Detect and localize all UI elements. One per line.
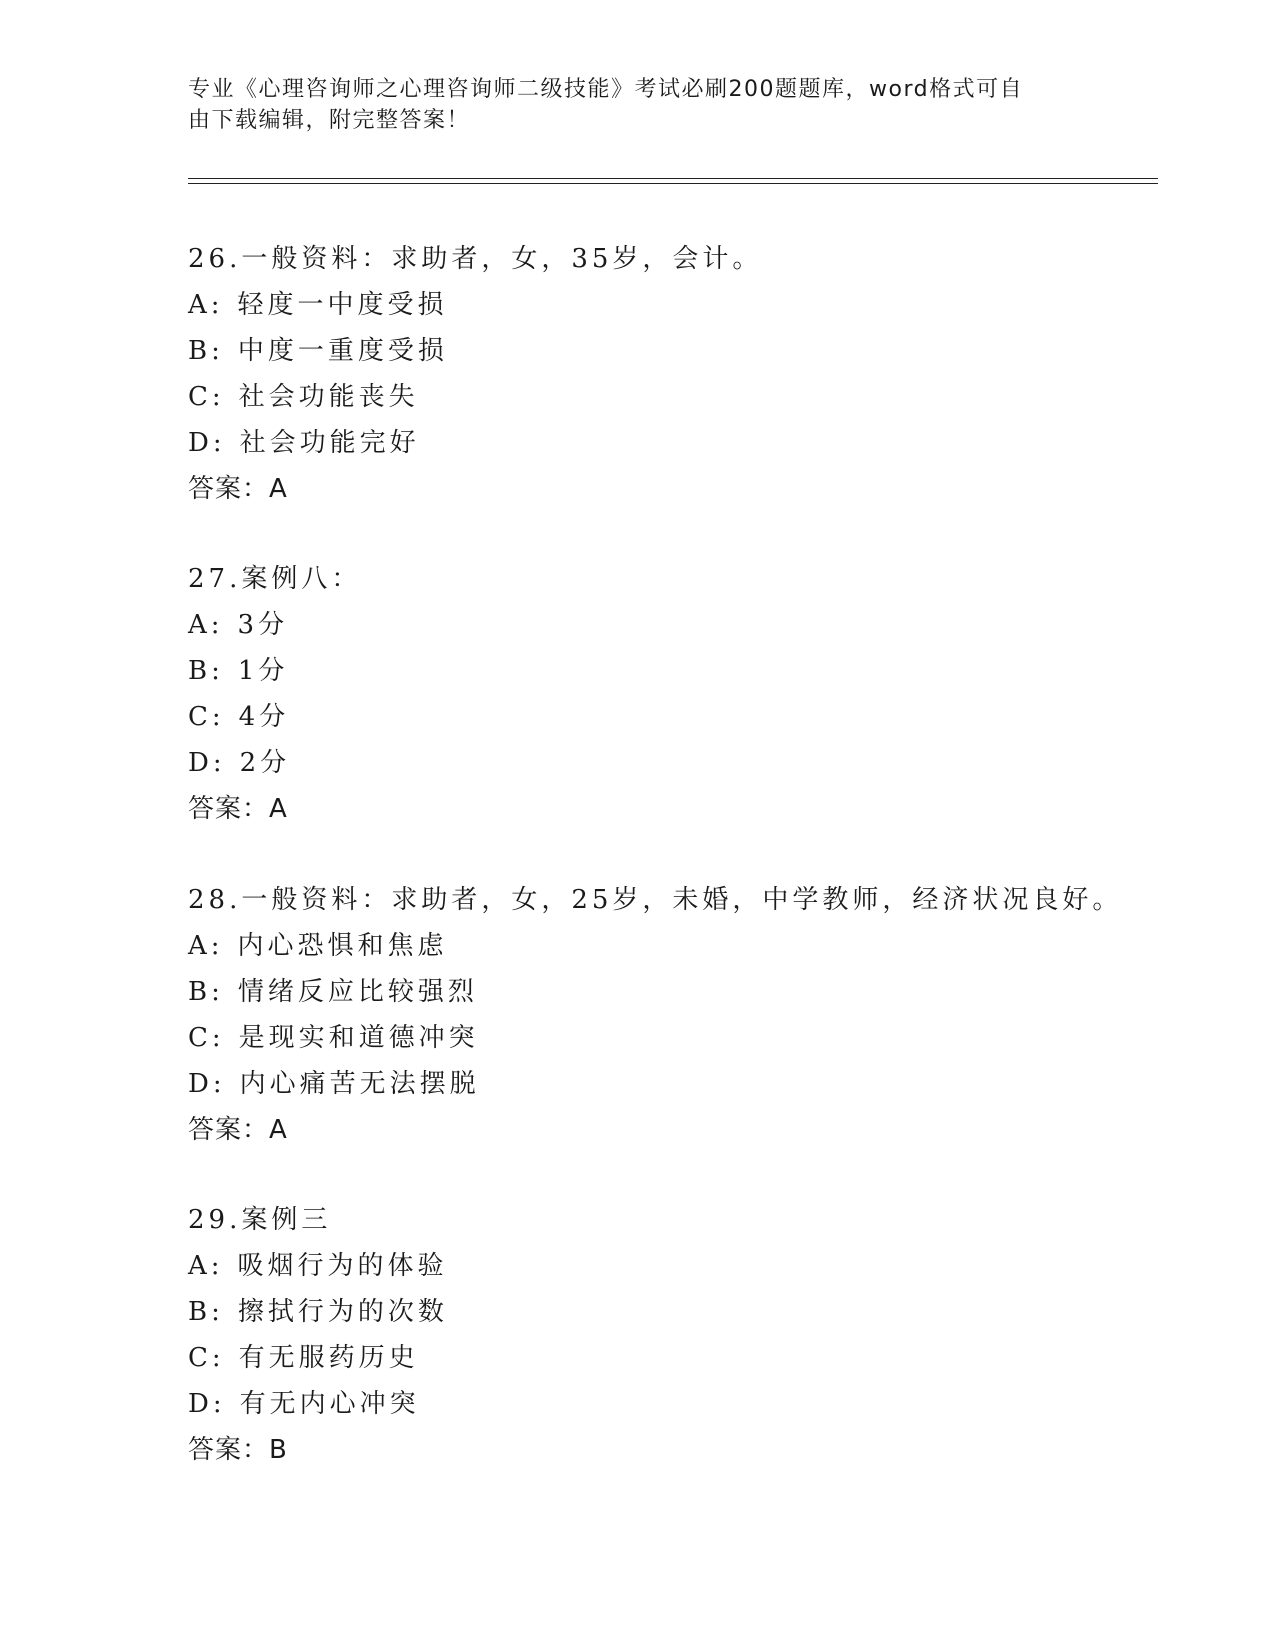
option-a (188, 927, 1168, 973)
option-label: A: (188, 610, 224, 640)
header-divider-top (188, 178, 1158, 179)
option-label: B: (188, 656, 224, 686)
option-text: 情绪反应比较强烈 (237, 977, 478, 1007)
answer: 答案：A (188, 1115, 288, 1145)
option-text: 有无内心冲突 (239, 1389, 420, 1419)
option-b (188, 973, 1168, 1019)
option-text: 4分 (238, 702, 290, 732)
question-block (188, 881, 1168, 1157)
option-label: A: (188, 1251, 224, 1281)
option-a (188, 606, 1168, 652)
option-b (188, 332, 1168, 378)
option-text: 吸烟行为的体验 (237, 1251, 448, 1281)
question-stem: 27.案例八： (188, 564, 362, 594)
option-text: 3分 (237, 610, 289, 640)
option-a (188, 1247, 1168, 1293)
option-text: 内心恐惧和焦虑 (237, 931, 448, 961)
option-text: 2分 (239, 748, 291, 778)
option-text: 社会功能丧失 (238, 382, 419, 412)
header-divider-bottom (188, 183, 1158, 184)
option-text: 中度一重度受损 (237, 336, 448, 366)
question-block (188, 240, 1168, 516)
option-label: D: (188, 428, 226, 458)
document-header (188, 74, 1088, 136)
option-label: A: (188, 290, 224, 320)
option-label: A: (188, 931, 224, 961)
option-d (188, 1065, 1168, 1111)
header-line-2: 由下载编辑，附完整答案！ (188, 108, 471, 133)
option-text: 社会功能完好 (239, 428, 420, 458)
option-c (188, 1019, 1168, 1065)
option-text: 有无服药历史 (238, 1343, 419, 1373)
question-block (188, 560, 1168, 836)
option-d (188, 1385, 1168, 1431)
option-d (188, 744, 1168, 790)
option-label: C: (188, 1343, 225, 1373)
option-text: 1分 (237, 656, 289, 686)
answer: 答案：A (188, 474, 288, 504)
option-c (188, 378, 1168, 424)
answer: 答案：B (188, 1435, 288, 1465)
option-label: B: (188, 1297, 224, 1327)
question-stem: 26.一般资料：求助者，女，35岁，会计。 (188, 244, 763, 274)
option-d (188, 424, 1168, 470)
option-text: 轻度一中度受损 (237, 290, 448, 320)
option-label: B: (188, 977, 224, 1007)
option-text: 是现实和道德冲突 (238, 1023, 479, 1053)
question-block (188, 1201, 1168, 1477)
option-label: C: (188, 382, 225, 412)
header-line-1: 专业《心理咨询师之心理咨询师二级技能》考试必刷200题题库，word格式可自 (188, 77, 1024, 102)
option-b (188, 652, 1168, 698)
option-text: 内心痛苦无法摆脱 (239, 1069, 480, 1099)
option-label: C: (188, 1023, 225, 1053)
option-label: C: (188, 702, 225, 732)
option-label: D: (188, 1389, 226, 1419)
option-a (188, 286, 1168, 332)
option-c (188, 698, 1168, 744)
question-stem: 29.案例三 (188, 1205, 332, 1235)
question-stem: 28.一般资料：求助者，女，25岁，未婚，中学教师，经济状况良好。 (188, 885, 1123, 915)
option-label: D: (188, 1069, 226, 1099)
option-b (188, 1293, 1168, 1339)
answer: 答案：A (188, 794, 288, 824)
option-label: D: (188, 748, 226, 778)
option-c (188, 1339, 1168, 1385)
option-label: B: (188, 336, 224, 366)
option-text: 擦拭行为的次数 (237, 1297, 448, 1327)
